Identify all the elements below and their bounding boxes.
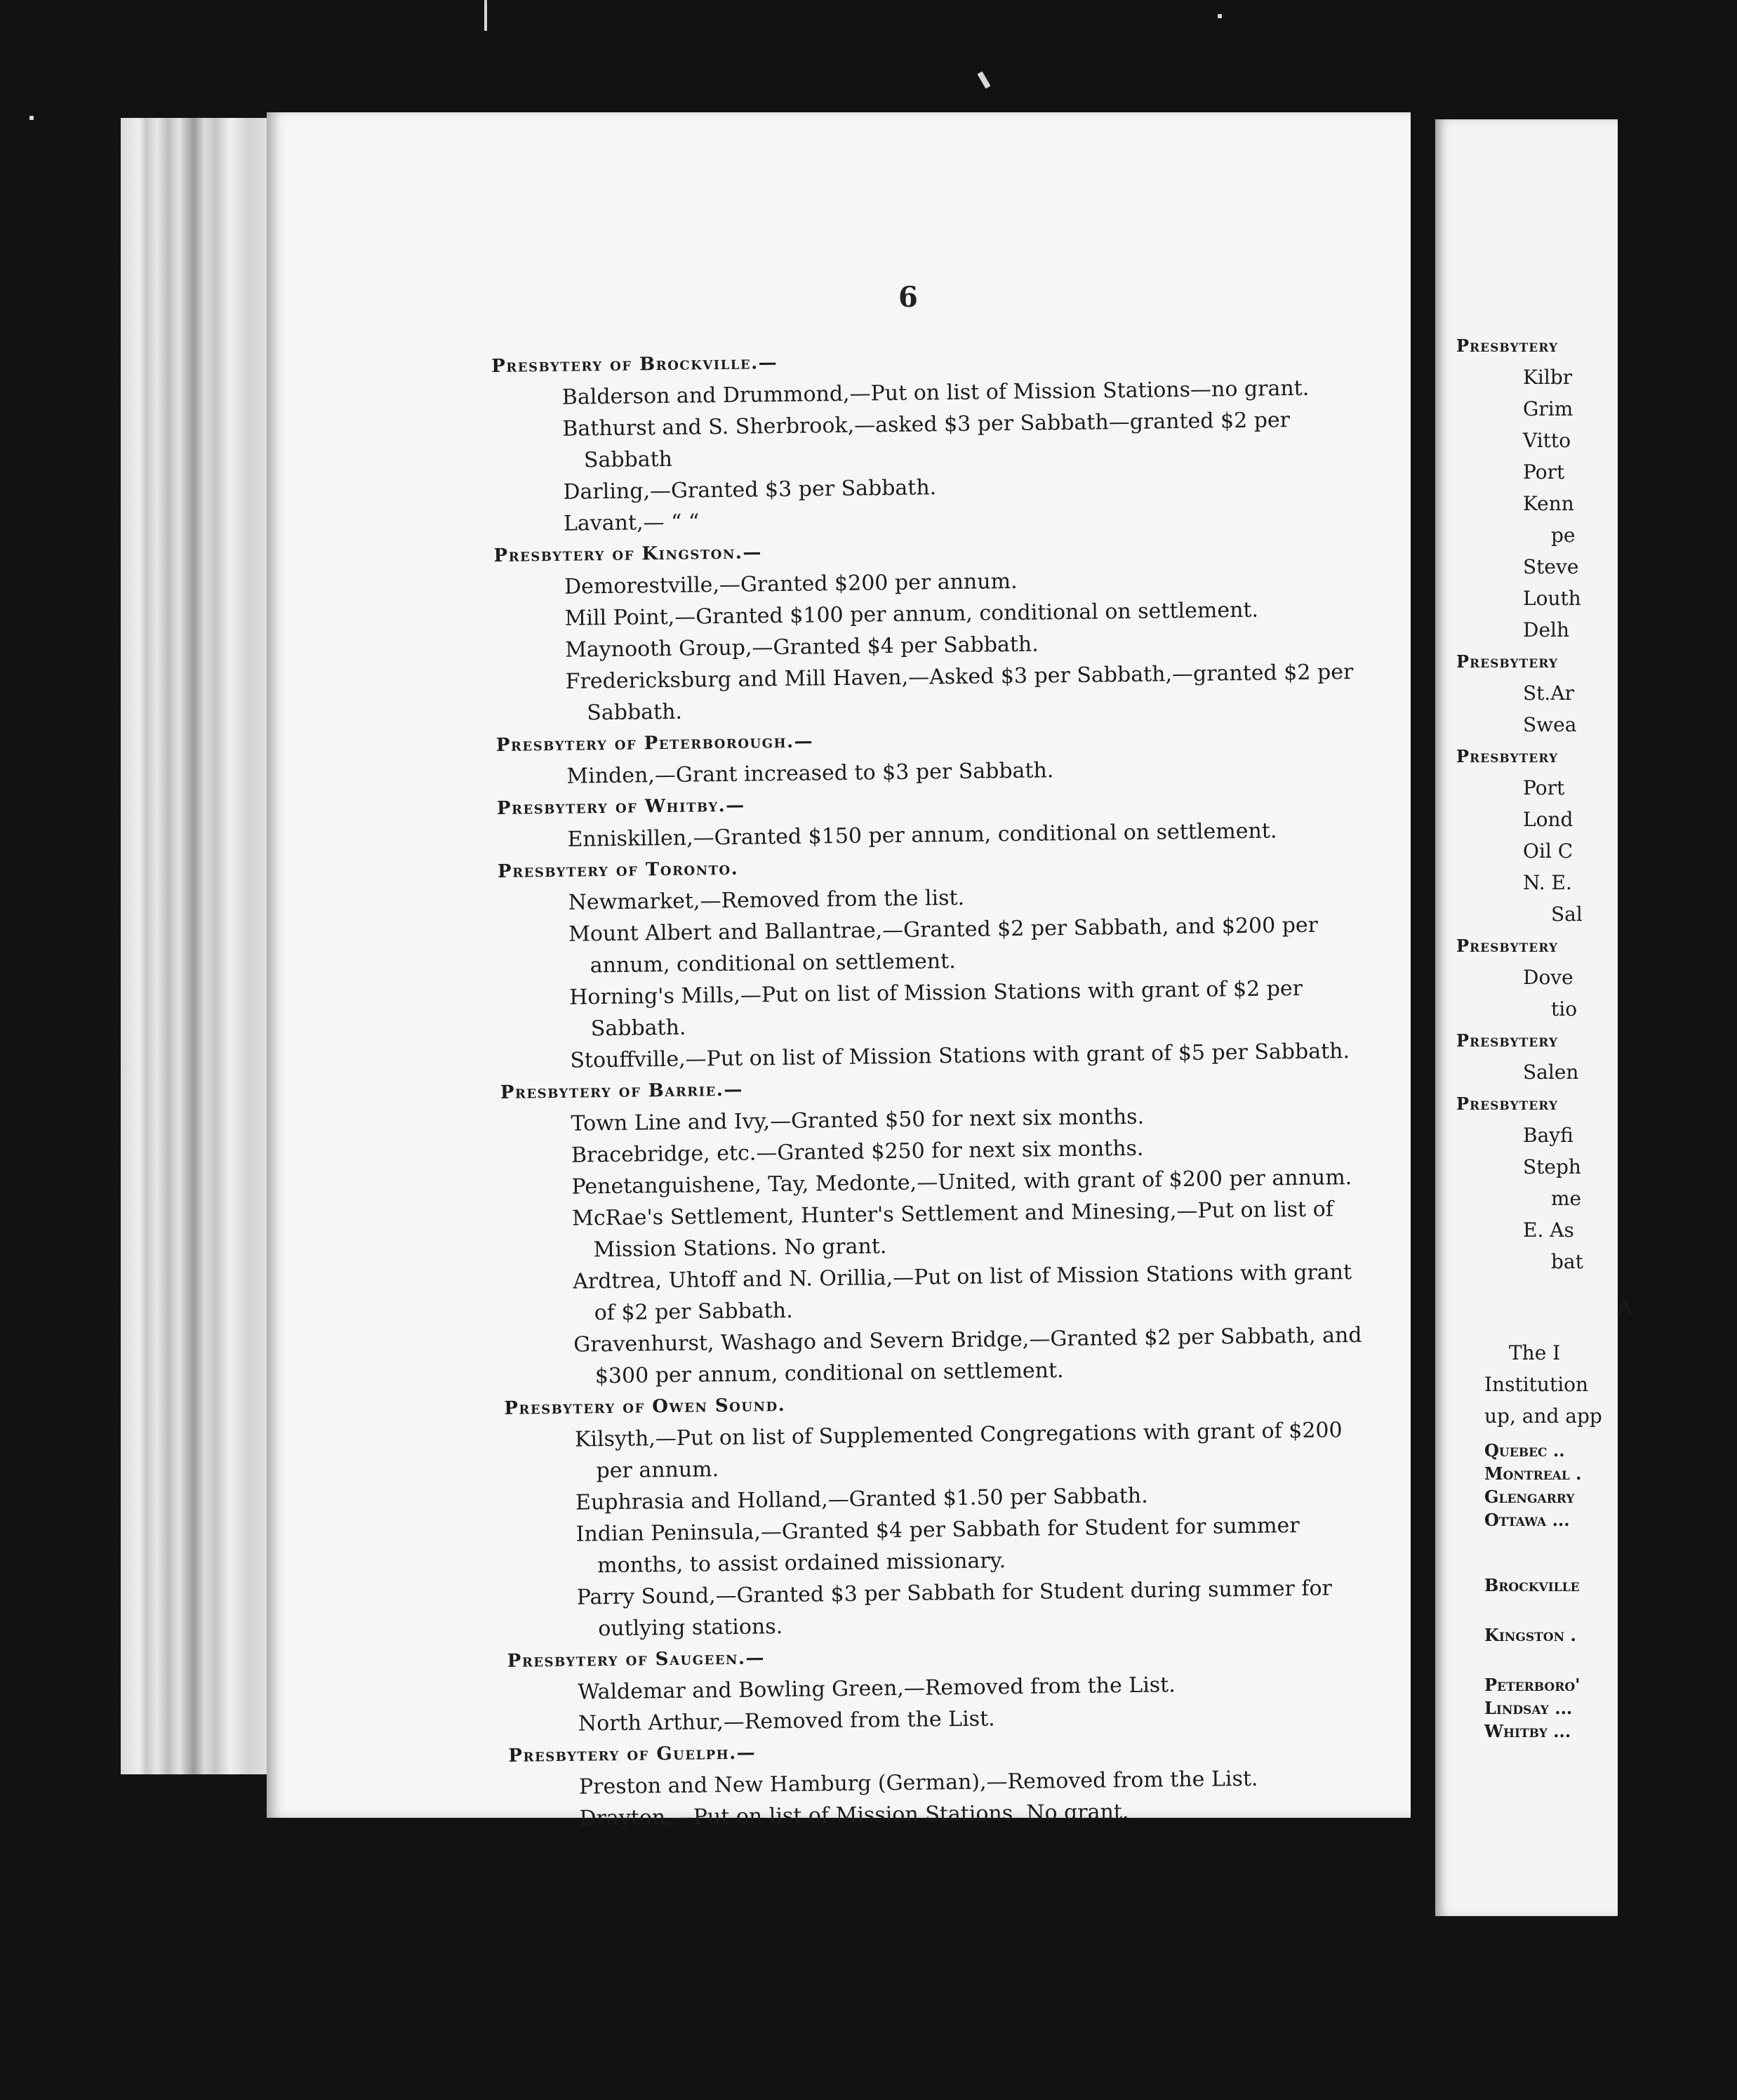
entry: Stouffville,—Put on list of Mission Stations with grant of $5 per Sabbath. — [570, 1039, 1350, 1073]
right-line: The I — [1509, 1341, 1561, 1364]
entry: Balderson and Drummond,—Put on list of Mission Stations—no grant. — [561, 376, 1310, 410]
presbytery-section — [504, 1383, 1377, 1646]
table-row: Ottawa ... — [1484, 1510, 1570, 1530]
right-line: tio — [1551, 997, 1578, 1021]
right-line: Institution — [1484, 1373, 1589, 1396]
entry: Demorestville,—Granted $200 per annum. — [564, 569, 1018, 599]
presbytery-section — [507, 1635, 1379, 1741]
right-line: Bayfi — [1523, 1124, 1573, 1147]
right-line: bat — [1551, 1250, 1583, 1273]
right-heading: Presbytery — [1456, 746, 1558, 766]
table-row: Lindsay ... — [1484, 1698, 1573, 1718]
table-row: Montreal . — [1484, 1463, 1582, 1484]
right-line: N. E. — [1523, 871, 1572, 894]
entry: Euphrasia and Holland,—Granted $1.50 per Sabbath. — [575, 1483, 1148, 1515]
entry: McRae's Settlement, Hunter's Settlement and Minesing,—Put on list of Mission Stations. No grant. — [571, 1197, 1334, 1263]
right-line: Swea — [1523, 713, 1577, 736]
entry: Town Line and Ivy,—Granted $50 for next six months. — [571, 1104, 1145, 1136]
right-line: Kenn — [1523, 492, 1574, 515]
right-table — [1456, 1439, 1737, 1743]
right-line: Port — [1523, 776, 1565, 799]
entry: Minden,—Grant increased to $3 per Sabbath. — [566, 758, 1054, 789]
entry: Preston and New Hamburg (German),—Removed from the List. — [578, 1766, 1258, 1800]
right-line: Dove — [1523, 966, 1573, 989]
entry: Waldemar and Bowling Green,—Removed from the List. — [578, 1673, 1176, 1705]
table-row: Whitby ... — [1484, 1721, 1571, 1741]
entry: Mount Albert and Ballantrae,—Granted $2 per Sabbath, and $200 per annum, conditional on settlement. — [568, 912, 1319, 978]
entry: Mill Point,—Granted $100 per annum, conditional on settlement. — [564, 597, 1259, 631]
film-speck — [484, 0, 487, 31]
film-speck — [978, 72, 991, 89]
film-speck — [29, 116, 34, 120]
right-line: Sal — [1551, 903, 1583, 926]
entry: Parry Sound,—Granted $3 per Sabbath for Student during summer for outlying stations. — [576, 1576, 1333, 1642]
table-row: Quebec .. — [1484, 1440, 1565, 1461]
right-line: Kilbr — [1523, 366, 1573, 389]
right-line: St.Ar — [1523, 682, 1574, 705]
right-line: Steve — [1523, 555, 1579, 578]
presbytery-section — [498, 846, 1371, 1077]
section-heading: Presbytery of Barrie.— — [500, 1079, 744, 1103]
right-heading: Presbytery — [1456, 936, 1558, 956]
entry: Enniskillen,—Granted $150 per annum, conditional on settlement. — [567, 818, 1277, 852]
film-speck — [1218, 14, 1222, 18]
section-heading: Presbytery of Whitby.— — [496, 795, 745, 819]
presbytery-section — [497, 783, 1368, 856]
right-line: up, and app — [1484, 1404, 1602, 1428]
table-row: Brockville — [1484, 1575, 1580, 1595]
section-heading: Presbytery of Brockville.— — [491, 352, 778, 377]
section-heading: Presbytery of Kingston.— — [493, 542, 763, 566]
page-content — [491, 340, 1380, 1835]
entry: Maynooth Group,—Granted $4 per Sabbath. — [565, 632, 1039, 663]
presbytery-section — [500, 1067, 1374, 1393]
entry: Darling,—Granted $3 per Sabbath. — [563, 475, 937, 505]
entry: Newmarket,—Removed from the list. — [568, 885, 965, 915]
right-line: Steph — [1523, 1155, 1581, 1178]
entry: North Arthur,—Removed from the List. — [578, 1706, 995, 1736]
presbytery-section — [508, 1730, 1380, 1835]
entry: Drayton,—Put on list of Mission Stations. No grant. — [579, 1800, 1129, 1831]
right-heading: Presbytery — [1456, 1030, 1558, 1051]
right-line: Louth — [1523, 587, 1581, 610]
table-row: Glengarry — [1484, 1487, 1575, 1507]
page-number: 6 — [898, 281, 918, 314]
right-line: Vitto — [1523, 429, 1571, 452]
right-line: me — [1551, 1187, 1582, 1210]
entry: Gravenhurst, Washago and Severn Bridge,—Granted $2 per Sabbath, and $300 per annum, conditional on settlement. — [573, 1322, 1362, 1389]
right-line: Oil C — [1523, 839, 1573, 863]
entry: Lavant,— “ “ — [563, 510, 700, 536]
right-heading: Presbytery — [1456, 1094, 1558, 1114]
entry: Bracebridge, etc.—Granted $250 for next six months. — [571, 1136, 1144, 1168]
entry: Fredericksburg and Mill Haven,—Asked $3 per Sabbath,—granted $2 per Sabbath. — [565, 660, 1354, 726]
section-heading: Presbytery of Toronto. — [497, 858, 739, 882]
entry: Indian Peninsula,—Granted $4 per Sabbath for Student for summer months, to assist ordained missionary. — [575, 1513, 1300, 1579]
right-line: Lond — [1523, 808, 1573, 831]
right-line: Grim — [1523, 397, 1573, 420]
right-line: Delh — [1523, 618, 1570, 642]
right-page-text — [1456, 330, 1737, 1743]
section-heading: Presbytery of Saugeen.— — [507, 1647, 766, 1672]
right-line: Salen — [1523, 1061, 1579, 1084]
right-line: Port — [1523, 460, 1565, 484]
right-page — [1435, 119, 1632, 1916]
presbytery-section — [496, 719, 1367, 793]
right-line: E. As — [1523, 1218, 1574, 1242]
section-heading: Presbytery of Guelph.— — [508, 1742, 757, 1767]
entry: Ardtrea, Uhtoff and N. Orillia,—Put on list of Mission Stations with grant of $2 per Sabbath. — [572, 1260, 1352, 1326]
presbytery-section — [491, 340, 1364, 540]
section-heading: Presbytery of Peterborough.— — [495, 731, 814, 756]
right-heading: Presbytery — [1456, 651, 1558, 672]
right-heading: Presbytery — [1456, 335, 1558, 356]
entry: Horning's Mills,—Put on list of Mission Stations with grant of $2 per Sabbath. — [569, 976, 1303, 1042]
entry: Kilsyth,—Put on list of Supplemented Congregations with grant of $200 per annum. — [574, 1418, 1343, 1484]
entry: Penetanguishene, Tay, Medonte,—United, with grant of $200 per annum. — [571, 1165, 1352, 1199]
right-line: pe — [1551, 524, 1576, 547]
table-row: Kingston . — [1484, 1625, 1576, 1645]
right-heading: A — [1618, 1296, 1632, 1319]
table-row: Peterboro' — [1484, 1675, 1580, 1695]
entry: Bathurst and S. Sherbrook,—asked $3 per Sabbath—granted $2 per Sabbath — [562, 408, 1291, 473]
presbytery-section — [493, 530, 1366, 730]
section-heading: Presbytery of Owen Sound. — [504, 1394, 786, 1419]
